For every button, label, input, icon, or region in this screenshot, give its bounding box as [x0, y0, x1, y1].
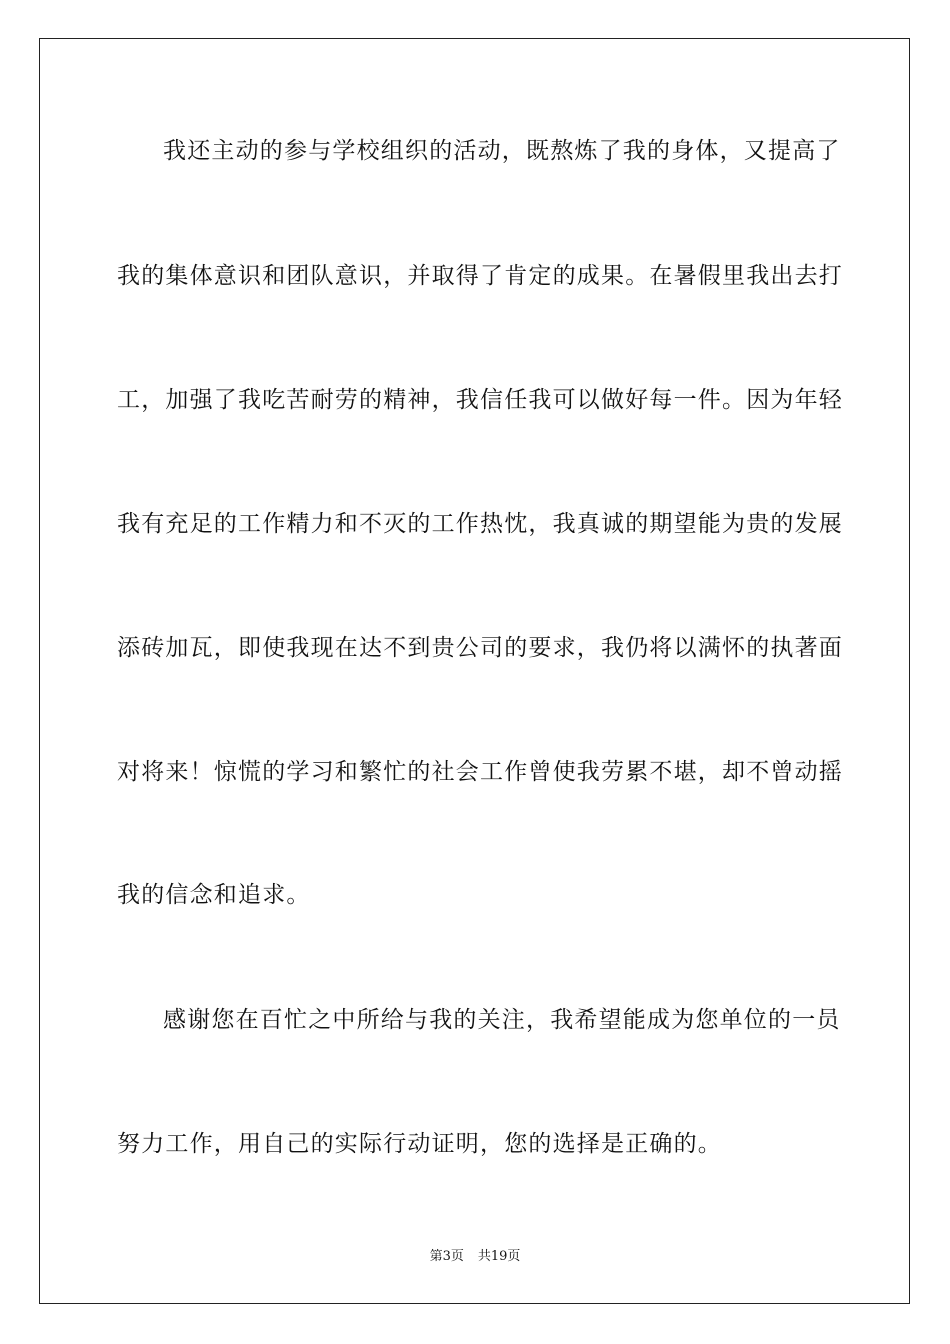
page-frame	[39, 38, 910, 1304]
page-total: 共19页	[477, 1249, 521, 1264]
paragraph-line: 工，加强了我吃苦耐劳的精神，我信任我可以做好每一件。因为年轻	[117, 387, 843, 413]
paragraph-line: 我有充足的工作精力和不灭的工作热忱，我真诚的期望能为贵的发展	[117, 511, 843, 537]
paragraph-line: 我的信念和追求。	[117, 882, 311, 908]
paragraph-line: 对将来！惊慌的学习和繁忙的社会工作曾使我劳累不堪，却不曾动摇	[117, 759, 843, 785]
paragraph-line: 我还主动的参与学校组织的活动，既熬炼了我的身体，又提高了	[163, 138, 841, 164]
paragraph-line: 我的集体意识和团队意识，并取得了肯定的成果。在暑假里我出去打	[117, 263, 843, 289]
paragraph-line: 努力工作，用自己的实际行动证明，您的选择是正确的。	[117, 1131, 722, 1157]
paragraph-line: 添砖加瓦，即使我现在达不到贵公司的要求，我仍将以满怀的执著面	[117, 635, 843, 661]
paragraph-line: 感谢您在百忙之中所给与我的关注，我希望能成为您单位的一员	[163, 1007, 841, 1033]
page-number: 第3页	[429, 1249, 464, 1264]
page-footer	[0, 1245, 950, 1264]
